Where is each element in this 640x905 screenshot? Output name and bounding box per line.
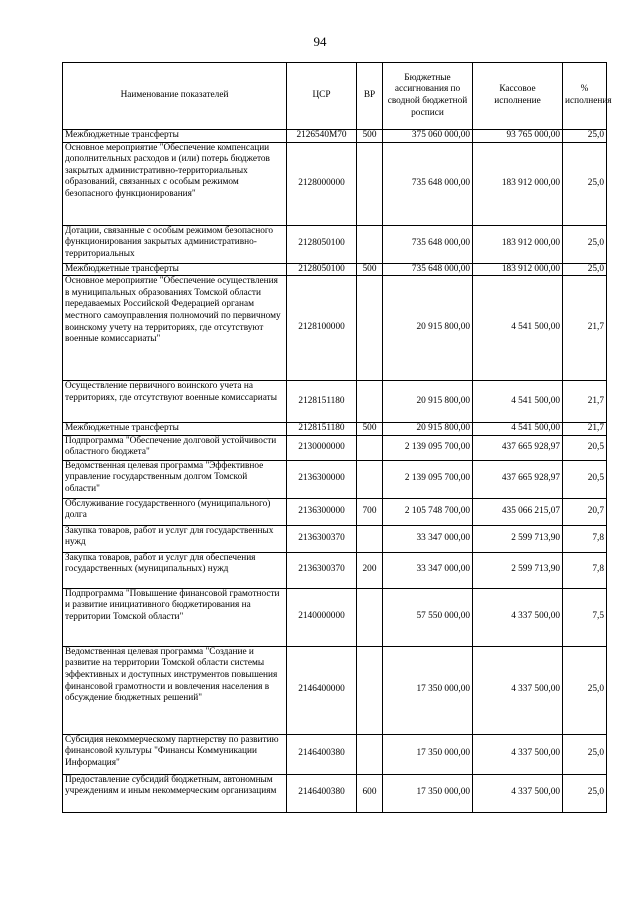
row-vr (357, 225, 383, 263)
row-percent: 7,8 (563, 525, 607, 552)
row-percent: 7,5 (563, 588, 607, 646)
row-name: Межбюджетные трансферты (63, 263, 287, 276)
row-csr: 2146400380 (287, 734, 357, 774)
row-percent: 20,5 (563, 460, 607, 498)
row-allocation: 20 915 800,00 (383, 276, 473, 381)
row-name: Межбюджетные трансферты (63, 130, 287, 143)
row-percent: 25,0 (563, 734, 607, 774)
row-allocation: 20 915 800,00 (383, 423, 473, 436)
row-vr (357, 142, 383, 225)
row-percent: 25,0 (563, 130, 607, 143)
row-allocation: 2 139 095 700,00 (383, 435, 473, 460)
row-vr: 500 (357, 130, 383, 143)
row-cash: 2 599 713,90 (473, 552, 563, 588)
column-header-percent: % исполнения (563, 63, 607, 130)
table-row (63, 525, 607, 552)
row-name: Закупка товаров, работ и услуг для обеспечения государственных (муниципальных) нужд (63, 552, 287, 588)
column-header-cash: Кассовое исполнение (473, 63, 563, 130)
row-allocation: 57 550 000,00 (383, 588, 473, 646)
budget-execution-table (62, 62, 612, 813)
row-vr: 200 (357, 552, 383, 588)
row-allocation: 33 347 000,00 (383, 552, 473, 588)
row-csr: 2128100000 (287, 276, 357, 381)
row-allocation: 20 915 800,00 (383, 381, 473, 423)
row-csr: 2128151180 (287, 423, 357, 436)
table-row (63, 435, 607, 460)
row-cash: 93 765 000,00 (473, 130, 563, 143)
row-name: Ведомственная целевая программа "Эффективное управление государственным долгом Томской области" (63, 460, 287, 498)
row-name: Основное мероприятие "Обеспечение компенсации дополнительных расходов и (или) потерь бюджетов закрытых административно-территориальных образований, связанных с особым режимом безопасного функционирования" (63, 142, 287, 225)
row-cash: 437 665 928,97 (473, 460, 563, 498)
row-cash: 2 599 713,90 (473, 525, 563, 552)
row-vr: 500 (357, 263, 383, 276)
row-allocation: 2 139 095 700,00 (383, 460, 473, 498)
table-row (63, 774, 607, 812)
row-vr (357, 646, 383, 734)
row-percent: 25,0 (563, 646, 607, 734)
column-header-allocations: Бюджетные ассигнования по сводной бюджетной росписи (383, 63, 473, 130)
row-percent: 25,0 (563, 263, 607, 276)
row-percent: 7,8 (563, 552, 607, 588)
row-allocation: 17 350 000,00 (383, 774, 473, 812)
row-percent: 20,5 (563, 435, 607, 460)
row-vr (357, 734, 383, 774)
row-name: Основное мероприятие "Обеспечение осуществления в муниципальных образованиях Томской области передаваемых Российской Федерацией органам местного самоуправления полномочий по первичному воинскому учету на территориях, где отсутствуют военные комиссариаты" (63, 276, 287, 381)
row-name: Субсидия некоммерческому партнерству по развитию финансовой культуры "Финансы Коммуникации Информация" (63, 734, 287, 774)
row-percent: 21,7 (563, 423, 607, 436)
table-row (63, 263, 607, 276)
row-csr: 2136300370 (287, 552, 357, 588)
row-allocation: 735 648 000,00 (383, 225, 473, 263)
row-percent: 21,7 (563, 276, 607, 381)
table-row (63, 552, 607, 588)
row-name: Межбюджетные трансферты (63, 423, 287, 436)
row-csr: 2126540М70 (287, 130, 357, 143)
row-percent: 25,0 (563, 142, 607, 225)
row-allocation: 735 648 000,00 (383, 142, 473, 225)
row-cash: 4 541 500,00 (473, 276, 563, 381)
row-percent: 21,7 (563, 381, 607, 423)
row-csr: 2146400380 (287, 774, 357, 812)
row-vr (357, 435, 383, 460)
row-csr: 2128050100 (287, 263, 357, 276)
row-csr: 2130000000 (287, 435, 357, 460)
row-cash: 4 337 500,00 (473, 734, 563, 774)
row-cash: 183 912 000,00 (473, 142, 563, 225)
page-number: 94 (313, 34, 327, 49)
row-percent: 20,7 (563, 498, 607, 525)
row-vr (357, 276, 383, 381)
row-name: Дотации, связанные с особым режимом безопасного функционирования закрытых административно-территориальных (63, 225, 287, 263)
row-csr: 2136300000 (287, 460, 357, 498)
row-cash: 4 337 500,00 (473, 588, 563, 646)
row-cash: 183 912 000,00 (473, 225, 563, 263)
row-vr: 500 (357, 423, 383, 436)
table-row (63, 142, 607, 225)
row-allocation: 375 060 000,00 (383, 130, 473, 143)
table-row (63, 734, 607, 774)
table-row (63, 381, 607, 423)
row-name: Обслуживание государственного (муниципального) долга (63, 498, 287, 525)
table-header-row (63, 63, 607, 130)
table-row (63, 588, 607, 646)
row-vr (357, 588, 383, 646)
row-vr (357, 525, 383, 552)
row-name: Подпрограмма "Обеспечение долговой устойчивости областного бюджета" (63, 435, 287, 460)
row-vr (357, 460, 383, 498)
row-percent: 25,0 (563, 225, 607, 263)
table-row (63, 225, 607, 263)
row-allocation: 17 350 000,00 (383, 646, 473, 734)
row-name: Закупка товаров, работ и услуг для государственных нужд (63, 525, 287, 552)
row-allocation: 17 350 000,00 (383, 734, 473, 774)
row-cash: 4 337 500,00 (473, 774, 563, 812)
row-csr: 2136300370 (287, 525, 357, 552)
row-cash: 4 541 500,00 (473, 423, 563, 436)
row-csr: 2128050100 (287, 225, 357, 263)
table-row (63, 498, 607, 525)
row-csr: 2146400000 (287, 646, 357, 734)
column-header-vr: ВР (357, 63, 383, 130)
row-vr: 700 (357, 498, 383, 525)
row-name: Осуществление первичного воинского учета на территориях, где отсутствуют военные комиссариаты (63, 381, 287, 423)
row-allocation: 735 648 000,00 (383, 263, 473, 276)
row-csr: 2136300000 (287, 498, 357, 525)
row-cash: 4 541 500,00 (473, 381, 563, 423)
row-csr: 2140000000 (287, 588, 357, 646)
row-allocation: 2 105 748 700,00 (383, 498, 473, 525)
table-row (63, 423, 607, 436)
table-row (63, 276, 607, 381)
table-row (63, 460, 607, 498)
table-row (63, 130, 607, 143)
row-cash: 183 912 000,00 (473, 263, 563, 276)
row-csr: 2128000000 (287, 142, 357, 225)
column-header-name: Наименование показателей (63, 63, 287, 130)
table-row (63, 646, 607, 734)
row-cash: 435 066 215,07 (473, 498, 563, 525)
row-allocation: 33 347 000,00 (383, 525, 473, 552)
row-cash: 437 665 928,97 (473, 435, 563, 460)
column-header-csr: ЦСР (287, 63, 357, 130)
row-percent: 25,0 (563, 774, 607, 812)
row-name: Предоставление субсидий бюджетным, автономным учреждениям и иным некоммерческим организациям (63, 774, 287, 812)
row-vr (357, 381, 383, 423)
row-csr: 2128151180 (287, 381, 357, 423)
row-name: Подпрограмма "Повышение финансовой грамотности и развитие инициативного бюджетирования на территории Томской области" (63, 588, 287, 646)
row-vr: 600 (357, 774, 383, 812)
row-name: Ведомственная целевая программа "Создание и развитие на территории Томской области системы эффективных и доступных инструментов повышения финансовой грамотности и вовлечения населения в обсуждение бюджетных решений" (63, 646, 287, 734)
row-cash: 4 337 500,00 (473, 646, 563, 734)
